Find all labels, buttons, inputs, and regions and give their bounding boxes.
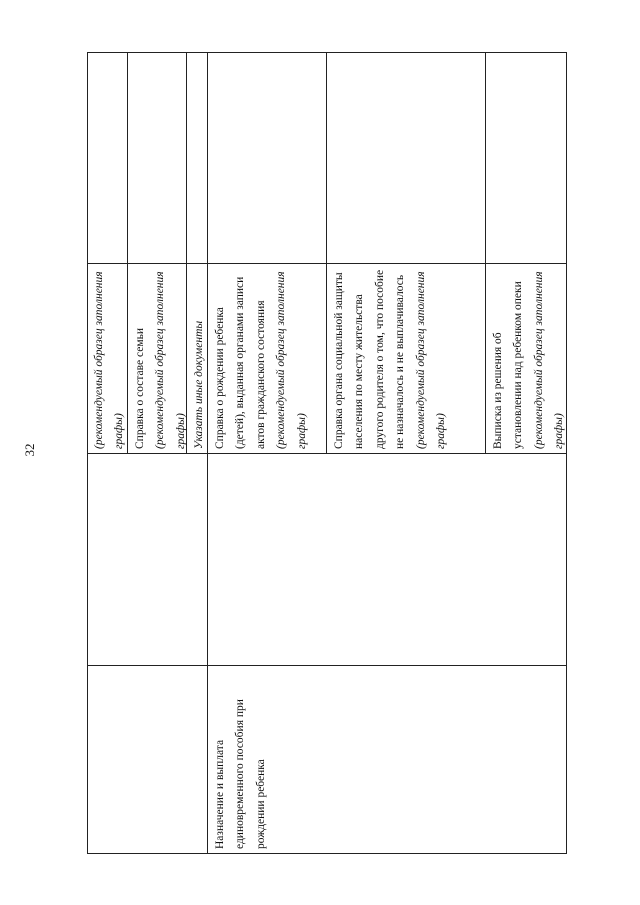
document-text: Выписка из решения об установлении над ребенком опеки (492, 281, 525, 449)
document-item (208, 264, 326, 453)
service-cell-row1 (88, 666, 207, 853)
page-number: 32 (22, 443, 37, 457)
document-note: (рекомендуемый образец заполнения графы) (154, 271, 187, 449)
empty-cell (88, 53, 207, 263)
table-border-left (87, 853, 567, 854)
document-note: (рекомендуемый образец заполнения графы) (275, 271, 308, 449)
service-cell-row2: Назначение и выплата единовременного пособия при рождении ребенка (214, 699, 267, 849)
document-text: Справка о составе семьи (134, 327, 146, 449)
document-note: (рекомендуемый образец заполнения графы) (414, 271, 448, 449)
document-note: (рекомендуемый образец заполнения графы) (93, 271, 126, 449)
extra-cell-row1 (88, 454, 207, 665)
document-text: Справка о рождении ребенка (детей), выданная органами записи актов гражданского состояния (214, 276, 267, 449)
document-text: Справка органа социальной защиты населения по месту жительства другого родителя о том, что пособие не назначалось и не выплачивалось (333, 269, 407, 449)
empty-cell (208, 53, 566, 263)
document-item (486, 264, 566, 453)
document-table-rotated (87, 52, 567, 854)
document-item (327, 264, 485, 453)
document-note: (рекомендуемый образец заполнения графы) (532, 271, 566, 449)
document-item (128, 264, 186, 453)
document-item (87, 264, 127, 453)
document-item (187, 264, 207, 453)
document-table (87, 52, 567, 854)
extra-cell-row2 (208, 454, 566, 665)
document-note: Указать иные документы (193, 320, 205, 449)
